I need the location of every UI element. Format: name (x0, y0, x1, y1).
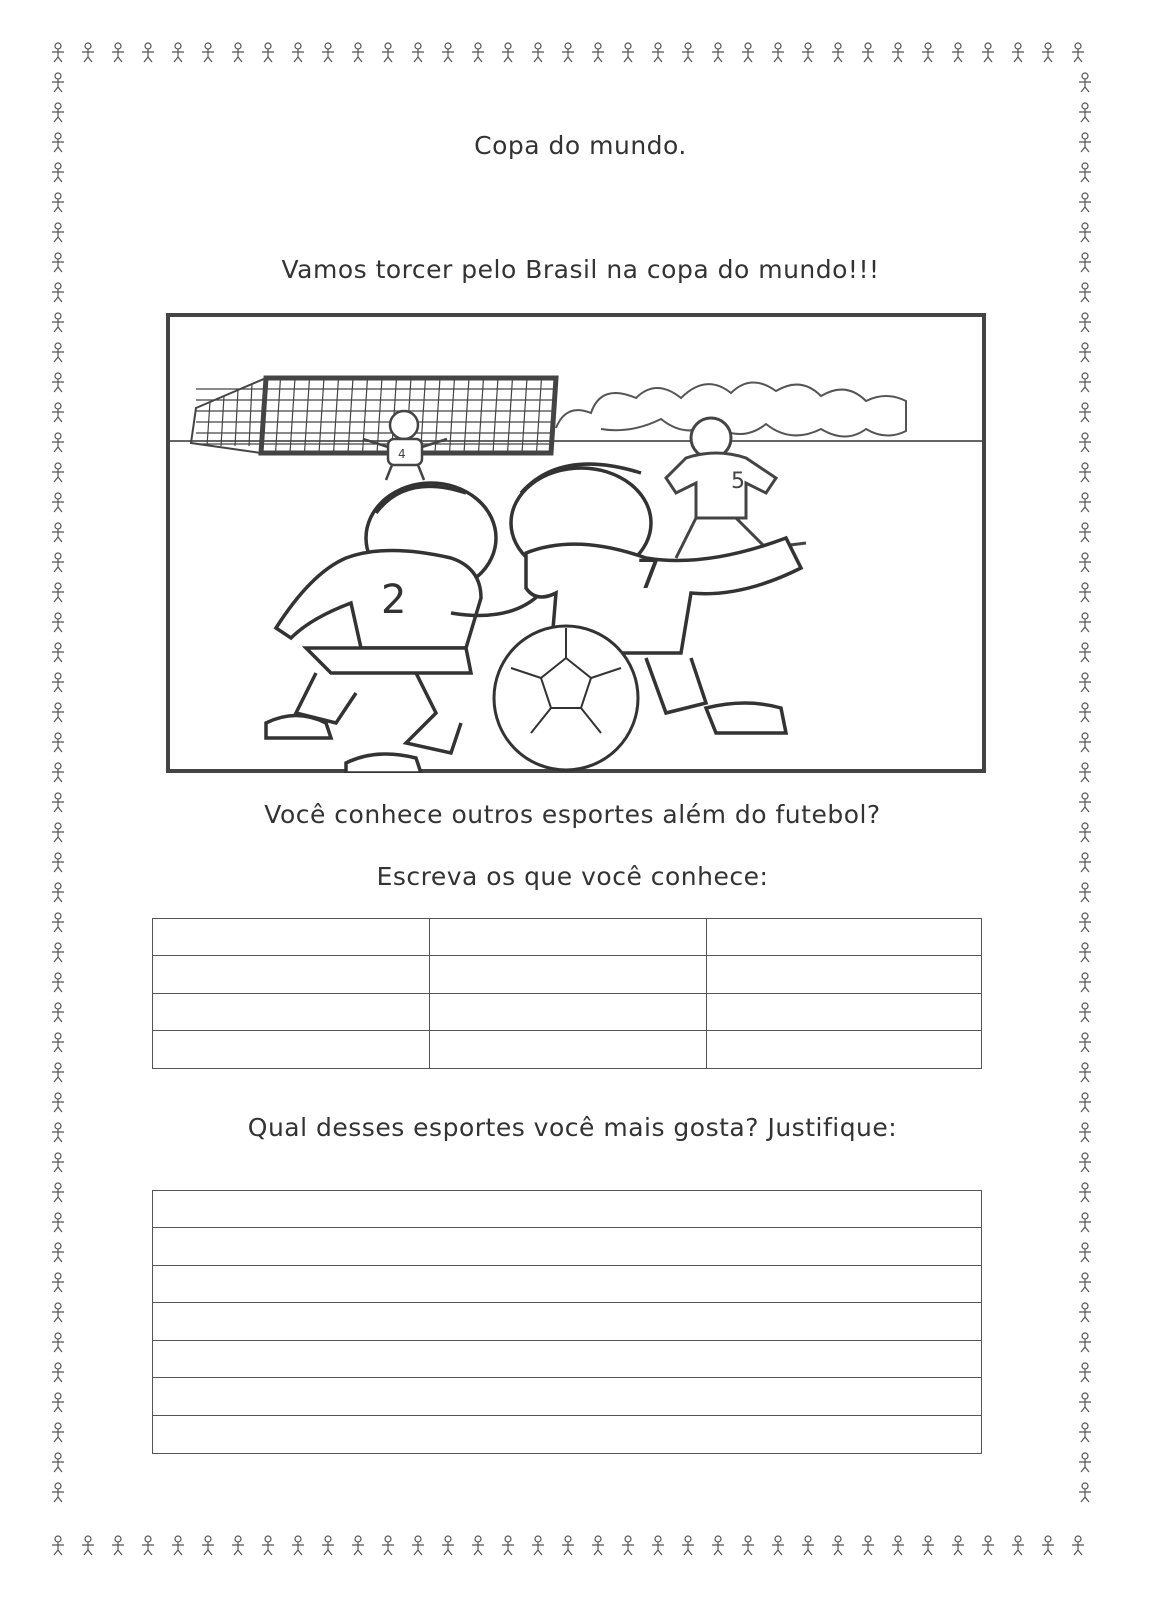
border-figure-icon (1079, 163, 1091, 182)
border-figure-icon (1079, 103, 1091, 122)
border-figure-icon (52, 373, 64, 392)
border-figure-icon (832, 1536, 844, 1555)
border-figure-icon (52, 463, 64, 482)
jersey-number: 4 (398, 447, 406, 461)
border-figure-icon (922, 1536, 934, 1555)
border-figure-icon (1079, 493, 1091, 512)
border-figure-icon (562, 43, 574, 62)
border-figure-icon (412, 43, 424, 62)
answer-cell[interactable] (707, 1031, 983, 1067)
border-figure-icon (1079, 553, 1091, 572)
border-figure-icon (1079, 763, 1091, 782)
border-figure-icon (1079, 223, 1091, 242)
border-figure-icon (52, 733, 64, 752)
border-figure-icon (52, 493, 64, 512)
border-figure-icon (232, 1536, 244, 1555)
border-figure-icon (682, 1536, 694, 1555)
border-figure-icon (1072, 1536, 1084, 1555)
border-figure-icon (1079, 1063, 1091, 1082)
border-figure-icon (52, 1003, 64, 1022)
border-figure-icon (1079, 1333, 1091, 1352)
border-figure-icon (1079, 1423, 1091, 1442)
border-figure-icon (1042, 1536, 1054, 1555)
border-figure-icon (52, 43, 64, 62)
border-figure-icon (1012, 43, 1024, 62)
answer-cell[interactable] (153, 919, 429, 955)
page-title: Copa do mundo. (474, 131, 687, 160)
border-figure-icon (562, 1536, 574, 1555)
border-figure-icon (382, 1536, 394, 1555)
border-figure-icon (772, 1536, 784, 1555)
border-figure-icon (1079, 463, 1091, 482)
border-figure-icon (1072, 43, 1084, 62)
border-figure-icon (112, 1536, 124, 1555)
border-figure-icon (502, 1536, 514, 1555)
border-figure-icon (1079, 373, 1091, 392)
border-figure-icon (1079, 1453, 1091, 1472)
border-figure-icon (52, 1093, 64, 1112)
border-figure-icon (592, 43, 604, 62)
border-figure-icon (52, 523, 64, 542)
soccer-players-illustration (166, 313, 986, 773)
border-figure-icon (292, 43, 304, 62)
border-figure-icon (892, 1536, 904, 1555)
border-figure-icon (1012, 1536, 1024, 1555)
border-figure-icon (1079, 643, 1091, 662)
border-figure-icon (52, 703, 64, 722)
border-figure-icon (202, 1536, 214, 1555)
border-figure-icon (1079, 343, 1091, 362)
border-figure-icon (1079, 1033, 1091, 1052)
border-figure-icon (532, 1536, 544, 1555)
answer-cell[interactable] (707, 919, 983, 955)
border-figure-icon (52, 643, 64, 662)
border-figure-icon (742, 1536, 754, 1555)
border-figure-icon (1079, 1093, 1091, 1112)
jersey-number: 2 (381, 577, 407, 623)
border-figure-icon (1079, 73, 1091, 92)
border-figure-icon (802, 43, 814, 62)
border-figure-icon (52, 283, 64, 302)
border-figure-icon (1079, 913, 1091, 932)
border-figure-icon (682, 43, 694, 62)
answer-cell[interactable] (430, 919, 706, 955)
border-figure-icon (712, 1536, 724, 1555)
border-figure-icon (52, 433, 64, 452)
instruction-write: Escreva os que você conhece: (376, 862, 769, 891)
border-figure-icon (352, 1536, 364, 1555)
border-figure-icon (832, 43, 844, 62)
border-figure-icon (52, 1183, 64, 1202)
border-figure-icon (232, 43, 244, 62)
border-figure-icon (1079, 193, 1091, 212)
border-figure-icon (52, 1453, 64, 1472)
border-figure-icon (52, 553, 64, 572)
border-figure-icon (862, 43, 874, 62)
border-figure-icon (622, 1536, 634, 1555)
border-figure-icon (52, 1153, 64, 1172)
border-figure-icon (1079, 733, 1091, 752)
border-figure-icon (52, 73, 64, 92)
border-figure-icon (622, 43, 634, 62)
border-figure-icon (1079, 523, 1091, 542)
border-figure-icon (82, 1536, 94, 1555)
border-figure-icon (892, 43, 904, 62)
border-figure-icon (172, 1536, 184, 1555)
border-figure-icon (442, 1536, 454, 1555)
border-figure-icon (52, 1213, 64, 1232)
border-figure-icon (82, 43, 94, 62)
border-figure-icon (202, 43, 214, 62)
border-figure-icon (1079, 973, 1091, 992)
border-figure-icon (1079, 313, 1091, 332)
justify-answer-box[interactable] (152, 1190, 982, 1454)
border-figure-icon (52, 193, 64, 212)
border-figure-icon (922, 43, 934, 62)
border-figure-icon (172, 43, 184, 62)
border-figure-icon (52, 973, 64, 992)
border-figure-icon (142, 43, 154, 62)
border-figure-icon (1079, 613, 1091, 632)
question-favorite-sport: Qual desses esportes você mais gosta? Justifique: (247, 1113, 898, 1142)
border-figure-icon (652, 43, 664, 62)
border-figure-icon (52, 1363, 64, 1382)
border-figure-icon (1079, 283, 1091, 302)
border-figure-icon (1079, 1303, 1091, 1322)
border-figure-icon (412, 1536, 424, 1555)
border-figure-icon (1042, 43, 1054, 62)
border-figure-icon (52, 223, 64, 242)
border-figure-icon (592, 1536, 604, 1555)
border-figure-icon (52, 1333, 64, 1352)
border-figure-icon (472, 1536, 484, 1555)
soccer-ball (494, 626, 638, 770)
border-figure-icon (952, 43, 964, 62)
border-figure-icon (52, 1063, 64, 1082)
border-figure-icon (142, 1536, 154, 1555)
border-figure-icon (52, 1536, 64, 1555)
border-figure-icon (52, 103, 64, 122)
border-figure-icon (52, 1303, 64, 1322)
border-figure-icon (52, 673, 64, 692)
border-figure-icon (952, 1536, 964, 1555)
border-figure-icon (322, 43, 334, 62)
border-figure-icon (742, 43, 754, 62)
border-figure-icon (1079, 1363, 1091, 1382)
border-figure-icon (1079, 1183, 1091, 1202)
border-figure-icon (52, 1483, 64, 1502)
answer-cell[interactable] (430, 994, 706, 1030)
border-figure-icon (1079, 1003, 1091, 1022)
border-figure-icon (1079, 1213, 1091, 1232)
answer-cell[interactable] (707, 956, 983, 992)
border-figure-icon (52, 1393, 64, 1412)
border-figure-icon (1079, 1273, 1091, 1292)
border-figure-icon (352, 43, 364, 62)
border-figure-icon (1079, 583, 1091, 602)
border-figure-icon (802, 1536, 814, 1555)
border-figure-icon (862, 1536, 874, 1555)
border-figure-icon (1079, 703, 1091, 722)
border-figure-icon (292, 1536, 304, 1555)
jersey-number: 5 (731, 469, 745, 494)
border-figure-icon (52, 313, 64, 332)
border-figure-icon (1079, 1243, 1091, 1262)
answer-cell[interactable] (153, 994, 429, 1030)
border-figure-icon (502, 43, 514, 62)
border-figure-icon (52, 1273, 64, 1292)
border-figure-icon (52, 1423, 64, 1442)
border-figure-icon (52, 583, 64, 602)
border-figure-icon (472, 43, 484, 62)
answer-cell[interactable] (153, 956, 429, 992)
border-figure-icon (262, 1536, 274, 1555)
sports-answer-grid (152, 918, 982, 1069)
border-figure-icon (982, 43, 994, 62)
border-figure-icon (1079, 433, 1091, 452)
border-figure-icon (1079, 1483, 1091, 1502)
border-figure-icon (772, 43, 784, 62)
border-figure-icon (532, 43, 544, 62)
page-subtitle: Vamos torcer pelo Brasil na copa do mundo!!! (281, 255, 880, 284)
border-figure-icon (52, 613, 64, 632)
border-figure-icon (1079, 673, 1091, 692)
border-figure-icon (382, 43, 394, 62)
border-figure-icon (52, 1033, 64, 1052)
border-figure-icon (52, 163, 64, 182)
answer-cell[interactable] (430, 956, 706, 992)
border-figure-icon (1079, 403, 1091, 422)
border-figure-icon (1079, 1393, 1091, 1412)
border-figure-icon (322, 1536, 334, 1555)
jersey-number: 7 (636, 552, 662, 598)
border-figure-icon (112, 43, 124, 62)
border-figure-icon (1079, 1153, 1091, 1172)
border-figure-icon (52, 943, 64, 962)
border-figure-icon (442, 43, 454, 62)
answer-cell[interactable] (430, 1031, 706, 1067)
border-figure-icon (1079, 943, 1091, 962)
question-other-sports: Você conhece outros esportes além do futebol? (264, 800, 881, 829)
border-figure-icon (52, 343, 64, 362)
answer-cell[interactable] (707, 994, 983, 1030)
border-figure-icon (982, 1536, 994, 1555)
border-figure-icon (52, 1243, 64, 1262)
answer-cell[interactable] (153, 1031, 429, 1067)
border-figure-icon (52, 763, 64, 782)
border-figure-icon (652, 1536, 664, 1555)
border-figure-icon (52, 913, 64, 932)
border-figure-icon (262, 43, 274, 62)
border-figure-icon (712, 43, 724, 62)
border-figure-icon (52, 403, 64, 422)
